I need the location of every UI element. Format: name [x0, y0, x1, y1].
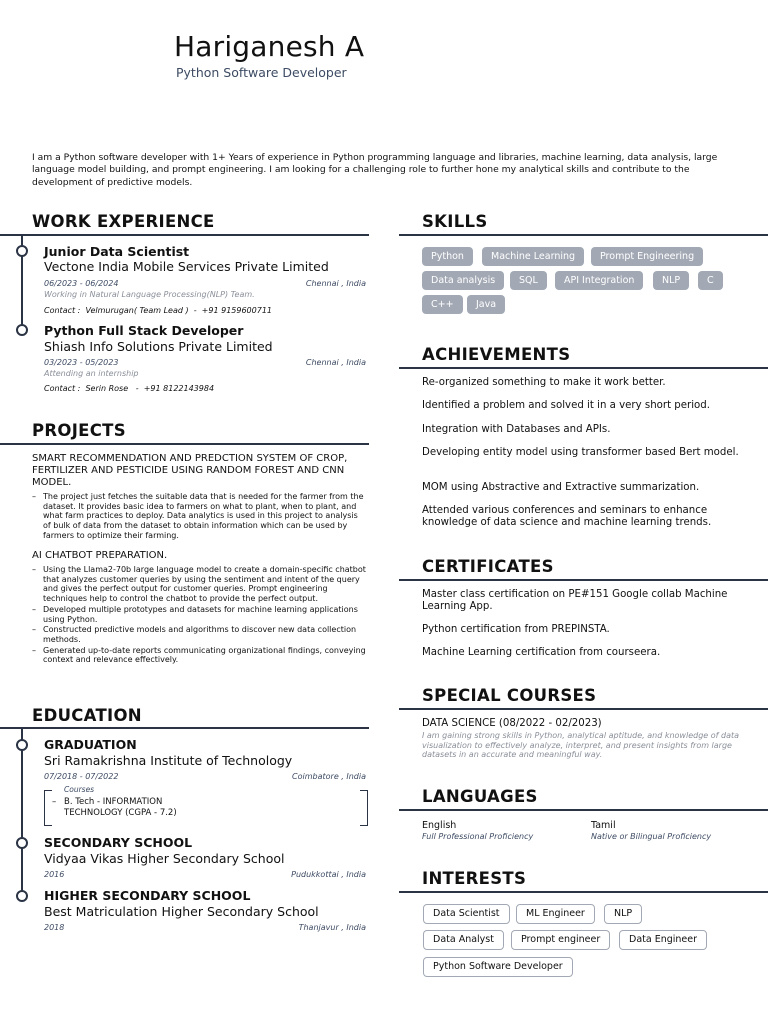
achievements-divider: [399, 367, 768, 369]
certificate-item: Python certification from PREPINSTA.: [422, 624, 610, 635]
candidate-name: Hariganesh A: [174, 30, 365, 63]
skill-tag: Java: [467, 295, 505, 314]
education-degree: HIGHER SECONDARY SCHOOL: [44, 888, 251, 903]
interest-tag: Data Analyst: [423, 930, 504, 950]
interest-tag: Data Scientist: [423, 904, 510, 924]
project-title: AI CHATBOT PREPARATION.: [32, 550, 168, 561]
courses-label: Courses: [64, 785, 95, 794]
job-contact: Contact : Velmurugan( Team Lead ) - +91 9159600711: [44, 306, 272, 315]
courses-bracket-right: [360, 790, 368, 826]
achievement-item: MOM using Abstractive and Extractive summarization.: [422, 482, 700, 493]
achievements-heading: ACHIEVEMENTS: [422, 345, 571, 364]
achievement-item: Re-organized something to make it work better.: [422, 377, 666, 388]
education-dates: 2016: [44, 870, 65, 879]
courses-bracket-left: [44, 790, 52, 826]
language-level: Full Professional Proficiency: [422, 832, 534, 841]
interest-tag: Data Engineer: [619, 930, 707, 950]
achievement-item: Developing entity model using transformer based Bert model.: [422, 447, 739, 458]
language-name: Tamil: [591, 820, 616, 831]
skill-tag: SQL: [510, 271, 547, 290]
course-item: – B. Tech - INFORMATION TECHNOLOGY (CGPA - 7.2): [52, 797, 212, 819]
projects-divider: [0, 443, 369, 445]
education-location: Coimbatore , India: [292, 772, 366, 781]
interest-tag: ML Engineer: [516, 904, 595, 924]
special-courses-heading: SPECIAL COURSES: [422, 686, 597, 705]
job-dates: 03/2023 - 05/2023: [44, 358, 119, 367]
timeline-dot-icon: [16, 837, 28, 849]
interest-tag: Prompt engineer: [511, 930, 610, 950]
language-level: Native or Bilingual Proficiency: [591, 832, 712, 841]
skill-tag: API Integration: [555, 271, 643, 290]
skill-tag: Machine Learning: [482, 247, 584, 266]
special-courses-divider: [399, 708, 768, 710]
education-heading: EDUCATION: [32, 706, 142, 725]
achievement-item: Identified a problem and solved it in a very short period.: [422, 400, 710, 411]
education-school: Sri Ramakrishna Institute of Technology: [44, 753, 293, 768]
certificates-heading: CERTIFICATES: [422, 557, 554, 576]
projects-heading: PROJECTS: [32, 421, 126, 440]
education-location: Pudukkottai , India: [291, 870, 366, 879]
list-item: – Constructed predictive models and algorithms to discover new data collection methods.: [32, 625, 366, 644]
job-description: Working in Natural Language Processing(NLP) Team.: [44, 290, 255, 299]
skill-tag: Python: [422, 247, 473, 266]
certificates-divider: [399, 579, 768, 581]
project-bullets: [32, 492, 366, 542]
special-course-title: DATA SCIENCE (08/2022 - 02/2023): [422, 718, 602, 729]
skills-heading: SKILLS: [422, 212, 488, 231]
timeline-dot-icon: [16, 739, 28, 751]
education-school: Vidyaa Vikas Higher Secondary School: [44, 851, 285, 866]
certificate-item: Machine Learning certification from courseera.: [422, 647, 661, 658]
list-item: – Developed multiple prototypes and datasets for machine learning applications using Python.: [32, 605, 366, 624]
special-course-description: I am gaining strong skills in Python, analytical aptitude, and knowledge of data visualization to effectively analyze, interpret, and present insights from large datasets in an accurate and meaningful way.: [422, 731, 740, 759]
profile-summary: I am a Python software developer with 1+ Years of experience in Python programming language and libraries, machine learning, data analysis, large language model building, and prompt engineering. I am looking for a challenging role to further hone my analytical skills and contribute to the development of predictive models.: [32, 152, 718, 188]
skills-divider: [399, 234, 768, 236]
skill-tag: Data analysis: [422, 271, 504, 290]
list-item: – The project just fetches the suitable data that is needed for the farmer from the dataset. It provides basic idea to farmers on what to plant, when to plant, and what farm practices to deploy. Data analytics is used in this project to analysis of bulk of data from the dataset to obtain information which can be used by farmers to optimize their farming.: [32, 492, 366, 541]
skill-tag: Prompt Engineering: [591, 247, 703, 266]
job-company: Shiash Info Solutions Private Limited: [44, 339, 273, 354]
list-item: – Generated up-to-date reports communicating organizational findings, conveying context and relevance effectively.: [32, 646, 366, 665]
skill-tag: C++: [422, 295, 463, 314]
certificate-item: Master class certification on PE#151 Google collab Machine Learning App.: [422, 589, 728, 612]
job-title: Python Full Stack Developer: [44, 323, 244, 338]
education-timeline-line: [21, 727, 23, 897]
education-degree: SECONDARY SCHOOL: [44, 835, 193, 850]
education-degree: GRADUATION: [44, 737, 137, 752]
candidate-role: Python Software Developer: [176, 65, 347, 80]
interest-tag: Python Software Developer: [423, 957, 573, 977]
education-school: Best Matriculation Higher Secondary School: [44, 904, 319, 919]
job-location: Chennai , India: [305, 358, 366, 367]
list-item: – Using the Llama2-70b large language model to create a domain-specific chatbot that analyzes customer queries by using the sentiment and intent of the query and gives the perfect output for customer queries. Prompt engineering techniques help to control the chatbot to provide the perfect output.: [32, 565, 366, 604]
work-experience-divider: [0, 234, 369, 236]
job-contact: Contact : Serin Rose - +91 8122143984: [44, 384, 215, 393]
education-divider: [0, 727, 369, 729]
job-company: Vectone India Mobile Services Private Limited: [44, 259, 329, 274]
job-description: Attending an internship: [44, 369, 139, 378]
project-bullets: [32, 565, 366, 666]
achievement-item: Attended various conferences and seminars to enhance knowledge of data science and machine learning trends.: [422, 505, 712, 528]
job-title: Junior Data Scientist: [44, 244, 190, 259]
timeline-dot-icon: [16, 324, 28, 336]
job-dates: 06/2023 - 06/2024: [44, 279, 119, 288]
interests-heading: INTERESTS: [422, 869, 527, 888]
languages-divider: [399, 809, 768, 811]
achievement-item: Integration with Databases and APIs.: [422, 424, 611, 435]
job-location: Chennai , India: [305, 279, 366, 288]
interests-divider: [399, 891, 768, 893]
education-dates: 2018: [44, 923, 65, 932]
languages-heading: LANGUAGES: [422, 787, 538, 806]
skill-tag: C: [698, 271, 723, 290]
language-name: English: [422, 820, 457, 831]
interest-tag: NLP: [604, 904, 642, 924]
project-title: SMART RECOMMENDATION AND PREDCTION SYSTEM OF CROP, FERTILIZER AND PESTICIDE USING RANDOM FOREST AND CNN MODEL.: [32, 453, 348, 488]
education-dates: 07/2018 - 07/2022: [44, 772, 119, 781]
skill-tag: NLP: [653, 271, 689, 290]
education-location: Thanjavur , India: [298, 923, 366, 932]
timeline-dot-icon: [16, 245, 28, 257]
timeline-dot-icon: [16, 890, 28, 902]
work-experience-heading: WORK EXPERIENCE: [32, 212, 215, 231]
